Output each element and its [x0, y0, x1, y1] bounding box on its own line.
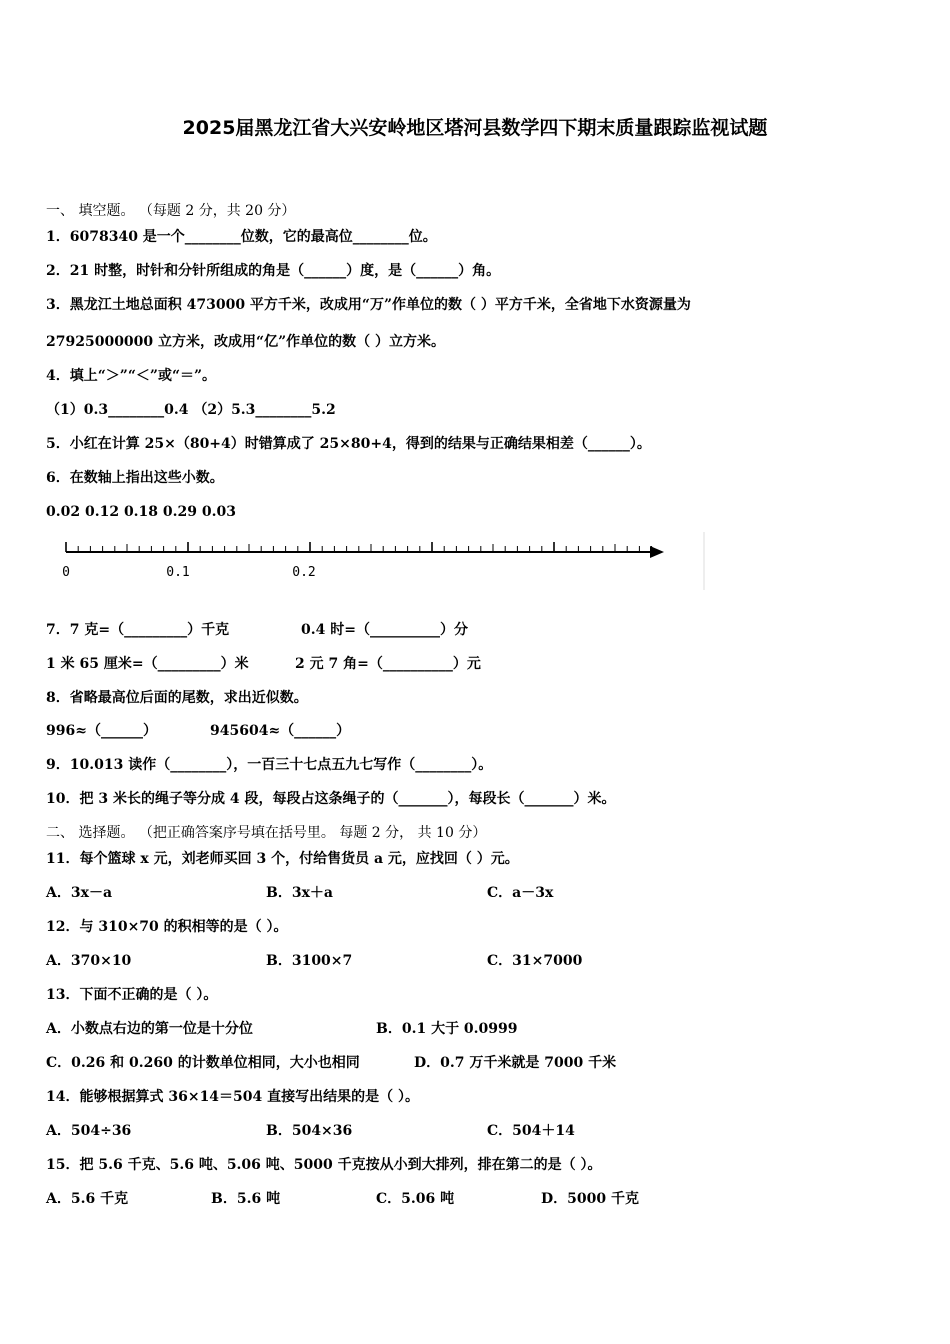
q15-option-b: B．5.6 吨	[211, 1191, 281, 1207]
q12-option-b: B．3100×7	[266, 953, 353, 969]
question-14: 14．能够根据算式 36×14＝504 直接写出结果的是（ ）。	[46, 1089, 420, 1105]
q13-option-b: B．0.1 大于 0.0999	[376, 1021, 518, 1037]
q11-option-c: C．a－3x	[487, 885, 554, 901]
section-heading-fill-blank: 一、 填空题。 （每题 2 分，共 20 分）	[46, 203, 296, 219]
q15-option-c: C．5.06 吨	[376, 1191, 455, 1207]
number-line-label-0.1: 0.1	[166, 565, 190, 580]
question-7-a2: 0.4 时=（__________）分	[301, 622, 468, 638]
question-4: 4．填上“＞”“＜”或“＝”。	[46, 368, 217, 384]
question-10: 10．把 3 米长的绳子等分成 4 段，每段占这条绳子的（_______），每段长（_______）米。	[46, 791, 616, 807]
question-15: 15．把 5.6 千克、5.6 吨、5.06 吨、5000 千克按从小到大排列，排在第二的是（ ）。	[46, 1157, 602, 1173]
question-9: 9．10.013 读作（________），一百三十七点五九七写作（________）。	[46, 757, 493, 773]
number-line-ticks	[66, 542, 652, 552]
q13-option-d: D．0.7 万千米就是 7000 千米	[414, 1055, 617, 1071]
q12-option-a: A．370×10	[46, 953, 132, 969]
question-7-b1: 1 米 65 厘米=（_________）米	[46, 656, 249, 672]
q13-option-c: C．0.26 和 0.260 的计数单位相同，大小也相同	[46, 1055, 360, 1071]
question-5: 5．小红在计算 25×（80+4）时错算成了 25×80+4，得到的结果与正确结果相差（______）。	[46, 436, 651, 452]
question-11: 11．每个篮球 x 元，刘老师买回 3 个，付给售货员 a 元，应找回（ ）元。	[46, 851, 519, 867]
question-6: 6．在数轴上指出这些小数。	[46, 470, 224, 486]
question-13: 13．下面不正确的是（ ）。	[46, 987, 218, 1003]
question-7-a1: 7．7 克=（_________）千克	[46, 622, 230, 638]
q14-option-c: C．504＋14	[487, 1123, 575, 1139]
question-3-line-2: 27925000000 立方米，改成用“亿”作单位的数（ ）立方米。	[46, 334, 446, 350]
q11-option-b: B．3x＋a	[266, 885, 333, 901]
section-heading-choice: 二、 选择题。 （把正确答案序号填在括号里。 每题 2 分， 共 10 分）	[46, 825, 487, 841]
question-7-b2: 2 元 7 角=（__________）元	[295, 656, 481, 672]
q15-option-d: D．5000 千克	[541, 1191, 639, 1207]
q14-option-b: B．504×36	[266, 1123, 353, 1139]
q13-option-a: A．小数点右边的第一位是十分位	[46, 1021, 253, 1037]
question-4-items: （1）0.3________0.4 （2）5.3________5.2	[46, 402, 336, 418]
question-12: 12．与 310×70 的积相等的是（ ）。	[46, 919, 288, 935]
question-6-numbers: 0.02 0.12 0.18 0.29 0.03	[46, 504, 236, 520]
question-1: 1．6078340 是一个________位数，它的最高位________位。	[46, 229, 437, 245]
number-line-label-0.2: 0.2	[292, 565, 316, 580]
q14-option-a: A．504÷36	[46, 1123, 132, 1139]
number-line-figure	[52, 530, 712, 592]
question-2: 2．21 时整，时针和分针所组成的角是（______）度，是（______）角。	[46, 263, 501, 279]
q12-option-c: C．31×7000	[487, 953, 583, 969]
page-title: 2025届黑龙江省大兴安岭地区塔河县数学四下期末质量跟踪监视试题	[182, 117, 768, 139]
number-line-arrow	[650, 546, 664, 558]
question-3-line-1: 3．黑龙江土地总面积 473000 平方千米，改成用“万”作单位的数（ ）平方千米，全省地下水资源量为	[46, 297, 691, 313]
number-line-label-0: 0	[62, 565, 70, 580]
question-8-a2: 945604≈（______）	[210, 723, 351, 739]
q15-option-a: A．5.6 千克	[46, 1191, 129, 1207]
q11-option-a: A．3x－a	[46, 885, 113, 901]
question-8-a1: 996≈（______）	[46, 723, 157, 739]
question-8: 8．省略最高位后面的尾数，求出近似数。	[46, 690, 308, 706]
